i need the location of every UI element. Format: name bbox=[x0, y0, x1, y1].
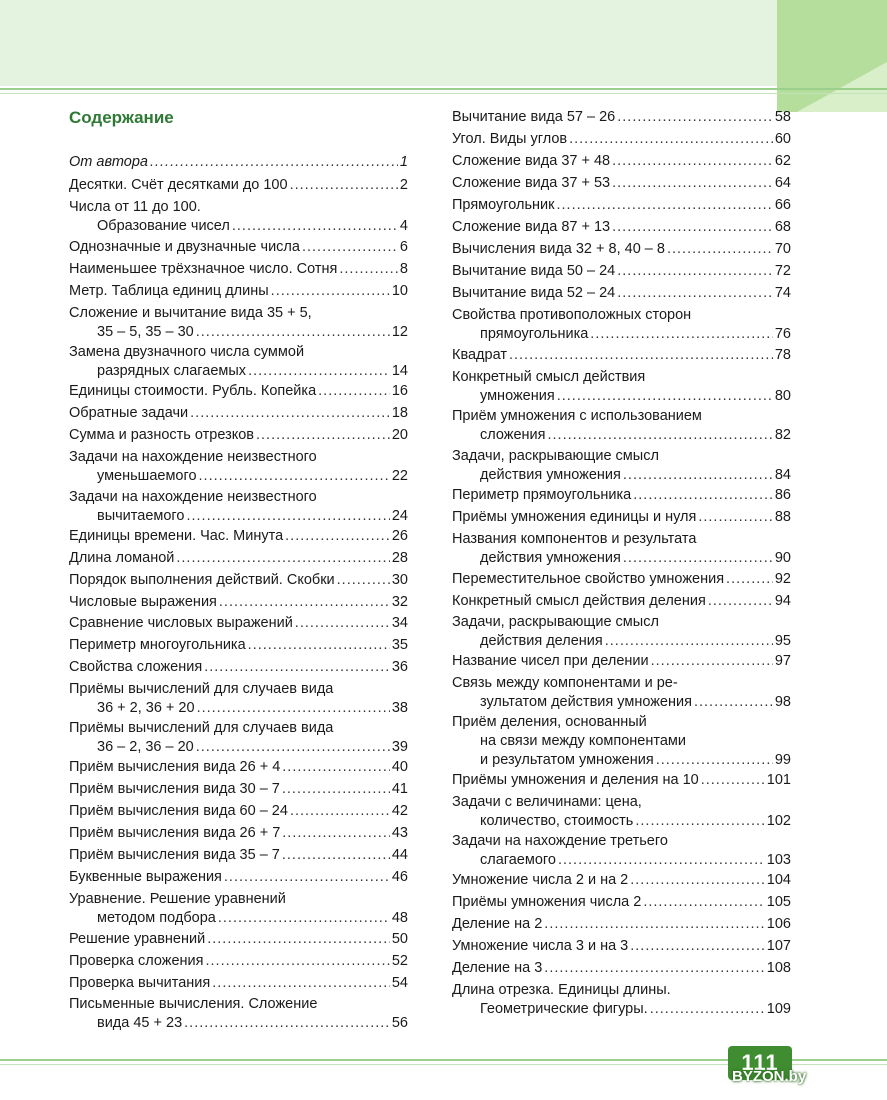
toc-entry bbox=[69, 890, 408, 928]
toc-entry bbox=[452, 284, 791, 303]
toc-entry-page: 72 bbox=[774, 263, 791, 279]
toc-entry-title: разрядных слагаемых bbox=[97, 363, 247, 379]
toc-entry-page: 104 bbox=[766, 872, 791, 888]
dot-leader bbox=[186, 507, 389, 526]
dot-leader bbox=[569, 130, 773, 149]
toc-entry-page: 92 bbox=[774, 571, 791, 587]
toc-entry bbox=[452, 152, 791, 171]
header-rule-thin bbox=[0, 93, 887, 94]
toc-entry bbox=[452, 771, 791, 790]
toc-entry bbox=[69, 448, 408, 486]
toc-entry-page: 99 bbox=[774, 752, 791, 768]
toc-entry bbox=[452, 981, 791, 1019]
dot-leader bbox=[318, 382, 390, 401]
dot-leader bbox=[290, 802, 390, 821]
toc-entry bbox=[69, 343, 408, 381]
toc-entry-page: 107 bbox=[766, 938, 791, 954]
toc-entry-title: и результатом умножения bbox=[480, 752, 654, 768]
toc-entry bbox=[452, 530, 791, 568]
dot-leader bbox=[557, 387, 773, 406]
toc-entry bbox=[452, 130, 791, 149]
toc-entry-title: Приёмы вычислений для случаев вида bbox=[69, 681, 334, 697]
toc-entry-title: Сложение и вычитание вида 35 + 5, bbox=[69, 305, 312, 321]
toc-entry bbox=[452, 486, 791, 505]
toc-entry-page: 78 bbox=[774, 347, 791, 363]
toc-entry bbox=[452, 368, 791, 406]
toc-entry-page: 2 bbox=[399, 177, 408, 193]
toc-entry-title: Задачи с величинами: цена, bbox=[452, 794, 642, 810]
dot-leader bbox=[302, 238, 398, 257]
toc-entry-page: 76 bbox=[774, 326, 791, 342]
toc-entry bbox=[452, 915, 791, 934]
dot-leader bbox=[337, 571, 390, 590]
toc-entry-title: количество, стоимость bbox=[480, 813, 634, 829]
toc-entry bbox=[69, 176, 408, 195]
toc-entry-title: Название чисел при делении bbox=[452, 653, 649, 669]
toc-entry bbox=[452, 570, 791, 589]
toc-entry-title: Деление на 3 bbox=[452, 960, 543, 976]
dot-leader bbox=[635, 812, 764, 831]
dot-leader bbox=[617, 262, 773, 281]
dot-leader bbox=[617, 108, 773, 127]
toc-entry-page: 109 bbox=[766, 1001, 791, 1017]
dot-leader bbox=[282, 780, 390, 799]
toc-entry-page: 1 bbox=[399, 154, 408, 170]
toc-entry-page: 41 bbox=[391, 781, 408, 797]
toc-entry-title: Метр. Таблица единиц длины bbox=[69, 283, 269, 299]
toc-entry-title: Задачи, раскрывающие смысл bbox=[452, 448, 659, 464]
dot-leader bbox=[623, 549, 773, 568]
dot-leader bbox=[612, 218, 773, 237]
toc-entry-title: методом подбора bbox=[97, 910, 216, 926]
toc-entry-title: Приёмы умножения числа 2 bbox=[452, 894, 642, 910]
toc-entry-title: Письменные вычисления. Сложение bbox=[69, 996, 318, 1012]
toc-entry bbox=[69, 802, 408, 821]
dot-leader bbox=[701, 771, 765, 790]
toc-entry bbox=[69, 198, 408, 236]
toc-entry-page: 84 bbox=[774, 467, 791, 483]
toc-entry-title: уменьшаемого bbox=[97, 468, 197, 484]
toc-entry-title: Приём деления, основанный bbox=[452, 714, 647, 730]
toc-entry-page: 52 bbox=[391, 953, 408, 969]
toc-entry-title: Периметр многоугольника bbox=[69, 637, 246, 653]
dot-leader bbox=[295, 614, 390, 633]
toc-entry-title: Обратные задачи bbox=[69, 405, 189, 421]
toc-entry-page: 36 bbox=[391, 659, 408, 675]
dot-leader bbox=[197, 699, 390, 718]
dot-leader bbox=[630, 871, 765, 890]
toc-entry-page: 66 bbox=[774, 197, 791, 213]
toc-entry-page: 102 bbox=[766, 813, 791, 829]
toc-entry-title: Десятки. Счёт десятками до 100 bbox=[69, 177, 288, 193]
toc-entry-title: 35 – 5, 35 – 30 bbox=[97, 324, 194, 340]
toc-entry-title: Буквенные выражения bbox=[69, 869, 222, 885]
dot-leader bbox=[544, 959, 765, 978]
toc-entry-page: 105 bbox=[766, 894, 791, 910]
toc-entry-title: Числа от 11 до 100. bbox=[69, 199, 201, 215]
toc-entry-page: 18 bbox=[391, 405, 408, 421]
toc-entry-title: 36 + 2, 36 + 20 bbox=[97, 700, 195, 716]
toc-entry-page: 90 bbox=[774, 550, 791, 566]
toc-entry-title: Свойства противоположных сторон bbox=[452, 307, 692, 323]
dot-leader bbox=[630, 937, 765, 956]
toc-entry-title: Уравнение. Решение уравнений bbox=[69, 891, 286, 907]
toc-entry-title: Вычитание вида 52 – 24 bbox=[452, 285, 616, 301]
toc-entry bbox=[69, 868, 408, 887]
dot-leader bbox=[196, 738, 390, 757]
toc-entry-page: 38 bbox=[391, 700, 408, 716]
dot-leader bbox=[176, 549, 389, 568]
dot-leader bbox=[667, 240, 773, 259]
toc-entry-page: 58 bbox=[774, 109, 791, 125]
dot-leader bbox=[271, 282, 390, 301]
dot-leader bbox=[190, 404, 390, 423]
toc-entry-page: 56 bbox=[391, 1015, 408, 1031]
toc-entry-page: 103 bbox=[766, 852, 791, 868]
toc-entry-title: Приём умножения с использованием bbox=[452, 408, 702, 424]
toc-entry-page: 6 bbox=[399, 239, 408, 255]
toc-entry-page: 26 bbox=[391, 528, 408, 544]
toc-entry bbox=[69, 680, 408, 718]
toc-entry-page: 30 bbox=[391, 572, 408, 588]
dot-leader bbox=[633, 486, 773, 505]
toc-entry bbox=[69, 593, 408, 612]
dot-leader bbox=[196, 323, 390, 342]
toc-entry-title: Приём вычисления вида 30 – 7 bbox=[69, 781, 280, 797]
toc-entry-page: 70 bbox=[774, 241, 791, 257]
toc-entry-title: Свойства сложения bbox=[69, 659, 203, 675]
dot-leader bbox=[612, 152, 773, 171]
toc-entry-title: Вычитание вида 57 – 26 bbox=[452, 109, 616, 125]
toc-entry-title: Приёмы умножения и деления на 10 bbox=[452, 772, 699, 788]
toc-entry bbox=[452, 174, 791, 193]
toc-entry bbox=[452, 674, 791, 712]
toc-entry-title: вычитаемого bbox=[97, 508, 185, 524]
toc-entry bbox=[69, 930, 408, 949]
dot-leader bbox=[219, 593, 390, 612]
toc-entry bbox=[452, 447, 791, 485]
toc-entry bbox=[69, 758, 408, 777]
toc-entry-title: Однозначные и двузначные числа bbox=[69, 239, 300, 255]
toc-entry bbox=[69, 658, 408, 677]
toc-entry bbox=[69, 426, 408, 445]
toc-entry bbox=[69, 260, 408, 279]
toc-entry-title: Сумма и разность отрезков bbox=[69, 427, 254, 443]
dot-leader bbox=[218, 909, 390, 928]
dot-leader bbox=[282, 846, 390, 865]
toc-entry-title: Конкретный смысл действия bbox=[452, 369, 646, 385]
toc-entry-title: Решение уравнений bbox=[69, 931, 206, 947]
toc-entry bbox=[69, 488, 408, 526]
toc-entry-page: 35 bbox=[391, 637, 408, 653]
toc-entry-page: 54 bbox=[391, 975, 408, 991]
toc-entry-title: Сложение вида 37 + 48 bbox=[452, 153, 611, 169]
toc-entry-page: 34 bbox=[391, 615, 408, 631]
toc-entry bbox=[69, 824, 408, 843]
dot-leader bbox=[339, 260, 398, 279]
toc-entry bbox=[69, 527, 408, 546]
toc-entry-page: 80 bbox=[774, 388, 791, 404]
toc-entry-title: Прямоугольник bbox=[452, 197, 555, 213]
toc-entry-title: Порядок выполнения действий. Скобки bbox=[69, 572, 335, 588]
toc-entry bbox=[452, 508, 791, 527]
toc-entry bbox=[452, 937, 791, 956]
toc-entry-title: Связь между компонентами и ре- bbox=[452, 675, 678, 691]
toc-entry-page: 24 bbox=[391, 508, 408, 524]
toc-entry bbox=[452, 871, 791, 890]
toc-entry-page: 86 bbox=[774, 487, 791, 503]
toc-entry bbox=[69, 238, 408, 257]
watermark: BYZON.by bbox=[732, 1068, 807, 1085]
dot-leader bbox=[256, 426, 390, 445]
toc-entry-title: Вычисления вида 32 + 8, 40 – 8 bbox=[452, 241, 665, 257]
toc-entry-page: 20 bbox=[391, 427, 408, 443]
toc-entry-page: 4 bbox=[399, 218, 408, 234]
toc-entry-title: Сравнение числовых выражений bbox=[69, 615, 293, 631]
corner-decoration bbox=[777, 0, 887, 112]
toc-entry bbox=[69, 719, 408, 757]
dot-leader bbox=[556, 196, 772, 215]
toc-entry-title: Угол. Виды углов bbox=[452, 131, 568, 147]
dot-leader bbox=[656, 751, 773, 770]
toc-entry bbox=[452, 218, 791, 237]
toc-entry bbox=[69, 995, 408, 1033]
toc-entry bbox=[69, 780, 408, 799]
toc-entry-title: Геометрические фигуры. bbox=[480, 1001, 648, 1017]
toc-entry bbox=[452, 832, 791, 870]
toc-entry-page: 40 bbox=[391, 759, 408, 775]
dot-leader bbox=[248, 636, 390, 655]
dot-leader bbox=[548, 426, 773, 445]
page-title: Содержание bbox=[69, 108, 174, 127]
toc-entry-title: действия деления bbox=[480, 633, 603, 649]
toc-entry bbox=[452, 240, 791, 259]
toc-entry-title: Приём вычисления вида 26 + 4 bbox=[69, 759, 281, 775]
toc-entry bbox=[69, 282, 408, 301]
dot-leader bbox=[184, 1014, 390, 1033]
toc-entry bbox=[452, 793, 791, 831]
toc-entry-title: сложения bbox=[480, 427, 546, 443]
toc-entry-page: 16 bbox=[391, 383, 408, 399]
toc-entry-title: От автора bbox=[69, 154, 148, 170]
toc-entry-page: 42 bbox=[391, 803, 408, 819]
toc-entry-page: 62 bbox=[774, 153, 791, 169]
dot-leader bbox=[617, 284, 773, 303]
toc-entry-page: 48 bbox=[391, 910, 408, 926]
toc-entry-page: 14 bbox=[391, 363, 408, 379]
toc-entry-title: Сложение вида 37 + 53 bbox=[452, 175, 611, 191]
toc-entry-title: умножения bbox=[480, 388, 555, 404]
toc-entry bbox=[452, 407, 791, 445]
dot-leader bbox=[643, 893, 764, 912]
toc-entry-page: 94 bbox=[774, 593, 791, 609]
toc-entry-title: Образование чисел bbox=[97, 218, 230, 234]
toc-entry-page: 88 bbox=[774, 509, 791, 525]
toc-entry-title: Наименьшее трёхзначное число. Сотня bbox=[69, 261, 338, 277]
toc-entry bbox=[69, 382, 408, 401]
dot-leader bbox=[248, 362, 390, 381]
toc-entry bbox=[452, 713, 791, 770]
toc-entry-title: Проверка вычитания bbox=[69, 975, 211, 991]
toc-entry-title: Приём вычисления вида 26 + 7 bbox=[69, 825, 281, 841]
toc-entry-title: Проверка сложения bbox=[69, 953, 204, 969]
toc-entry-title: слагаемого bbox=[480, 852, 556, 868]
toc-entry-page: 46 bbox=[391, 869, 408, 885]
toc-entry bbox=[69, 304, 408, 342]
toc-entry-title: Переместительное свойство умножения bbox=[452, 571, 725, 587]
dot-leader bbox=[708, 592, 773, 611]
toc-entry-title: Задачи на нахождение неизвестного bbox=[69, 489, 317, 505]
toc-entry-page: 50 bbox=[391, 931, 408, 947]
toc-entry-title: Замена двузначного числа суммой bbox=[69, 344, 305, 360]
toc-entry-title: действия умножения bbox=[480, 467, 621, 483]
dot-leader bbox=[150, 153, 398, 172]
toc-entry bbox=[69, 614, 408, 633]
toc-entry-title: Приёмы вычислений для случаев вида bbox=[69, 720, 334, 736]
toc-entry-title: Длина отрезка. Единицы длины. bbox=[452, 982, 671, 998]
toc-entry-title: Квадрат bbox=[452, 347, 507, 363]
toc-entry-title: Вычитание вида 50 – 24 bbox=[452, 263, 616, 279]
toc-entry bbox=[69, 636, 408, 655]
toc-entry-page: 82 bbox=[774, 427, 791, 443]
toc-entry bbox=[69, 404, 408, 423]
toc-entry bbox=[452, 196, 791, 215]
toc-entry bbox=[452, 262, 791, 281]
dot-leader bbox=[212, 974, 390, 993]
toc-entry bbox=[69, 846, 408, 865]
toc-entry-page: 32 bbox=[391, 594, 408, 610]
toc-entry-page: 68 bbox=[774, 219, 791, 235]
dot-leader bbox=[204, 658, 390, 677]
toc-entry-title: Задачи на нахождение неизвестного bbox=[69, 449, 317, 465]
toc-entry-title: Приём вычисления вида 60 – 24 bbox=[69, 803, 288, 819]
toc-entry bbox=[69, 571, 408, 590]
toc-entry-page: 106 bbox=[766, 916, 791, 932]
toc-entry-title: Конкретный смысл действия деления bbox=[452, 593, 706, 609]
toc-entry-page: 95 bbox=[774, 633, 791, 649]
toc-entry-page: 44 bbox=[391, 847, 408, 863]
toc-entry-title: Приём вычисления вида 35 – 7 bbox=[69, 847, 280, 863]
dot-leader bbox=[199, 467, 390, 486]
toc-entry-title: Единицы времени. Час. Минута bbox=[69, 528, 284, 544]
dot-leader bbox=[290, 176, 398, 195]
toc-entry-title: Умножение числа 2 и на 2 bbox=[452, 872, 629, 888]
toc-entry-page: 28 bbox=[391, 550, 408, 566]
toc-entry bbox=[69, 549, 408, 568]
toc-entry-page: 64 bbox=[774, 175, 791, 191]
toc-entry bbox=[69, 974, 408, 993]
toc-entry bbox=[452, 893, 791, 912]
dot-leader bbox=[282, 758, 390, 777]
toc-entry-page: 101 bbox=[766, 772, 791, 788]
toc-entry-page: 60 bbox=[774, 131, 791, 147]
dot-leader bbox=[605, 632, 773, 651]
toc-entry-title: зультатом действия умножения bbox=[480, 694, 692, 710]
toc-entry-page: 22 bbox=[391, 468, 408, 484]
header-band bbox=[0, 0, 887, 86]
dot-leader bbox=[650, 1000, 765, 1019]
dot-leader bbox=[205, 952, 389, 971]
toc-entry-title: Умножение числа 3 и на 3 bbox=[452, 938, 629, 954]
toc-entry-title: Периметр прямоугольника bbox=[452, 487, 632, 503]
toc-entry bbox=[69, 952, 408, 971]
dot-leader bbox=[232, 217, 398, 236]
toc-entry-title: Названия компонентов и результата bbox=[452, 531, 697, 547]
toc-entry-page: 74 bbox=[774, 285, 791, 301]
toc-entry-title: на связи между компонентами bbox=[480, 733, 686, 749]
toc-entry-page: 43 bbox=[391, 825, 408, 841]
toc-entry-title: Задачи, раскрывающие смысл bbox=[452, 614, 659, 630]
toc-entry-page: 97 bbox=[774, 653, 791, 669]
dot-leader bbox=[726, 570, 773, 589]
dot-leader bbox=[651, 652, 773, 671]
toc-entry-page: 108 bbox=[766, 960, 791, 976]
toc-entry-page: 98 bbox=[774, 694, 791, 710]
dot-leader bbox=[612, 174, 773, 193]
dot-leader bbox=[623, 466, 773, 485]
toc-entry-title: Единицы стоимости. Рубль. Копейка bbox=[69, 383, 317, 399]
toc-entry-title: Задачи на нахождение третьего bbox=[452, 833, 668, 849]
page-number: 111 bbox=[741, 1050, 779, 1075]
toc-entry-page: 39 bbox=[391, 739, 408, 755]
toc-entry-page: 8 bbox=[399, 261, 408, 277]
toc-entry-title: Длина ломаной bbox=[69, 550, 175, 566]
toc-entry-title: действия умножения bbox=[480, 550, 621, 566]
dot-leader bbox=[590, 325, 773, 344]
dot-leader bbox=[282, 824, 390, 843]
toc-entry-title: Приёмы умножения единицы и нуля bbox=[452, 509, 697, 525]
dot-leader bbox=[694, 693, 773, 712]
dot-leader bbox=[509, 346, 773, 365]
dot-leader bbox=[544, 915, 765, 934]
toc-entry bbox=[452, 959, 791, 978]
toc-entry-title: Деление на 2 bbox=[452, 916, 543, 932]
toc-entry bbox=[69, 153, 408, 172]
toc-entry-page: 10 bbox=[391, 283, 408, 299]
toc-entry-title: 36 – 2, 36 – 20 bbox=[97, 739, 194, 755]
dot-leader bbox=[558, 851, 765, 870]
toc-entry bbox=[452, 613, 791, 651]
toc-entry bbox=[452, 652, 791, 671]
toc-entry-title: вида 45 + 23 bbox=[97, 1015, 183, 1031]
toc-entry-title: прямоугольника bbox=[480, 326, 589, 342]
toc-entry-title: Сложение вида 87 + 13 bbox=[452, 219, 611, 235]
toc-entry bbox=[452, 108, 791, 127]
toc-entry-page: 12 bbox=[391, 324, 408, 340]
toc-entry bbox=[452, 592, 791, 611]
dot-leader bbox=[224, 868, 390, 887]
dot-leader bbox=[285, 527, 390, 546]
header-rule bbox=[0, 88, 887, 90]
dot-leader bbox=[698, 508, 773, 527]
toc-entry bbox=[452, 306, 791, 344]
dot-leader bbox=[207, 930, 390, 949]
toc-entry bbox=[452, 346, 791, 365]
toc-entry-title: Числовые выражения bbox=[69, 594, 217, 610]
